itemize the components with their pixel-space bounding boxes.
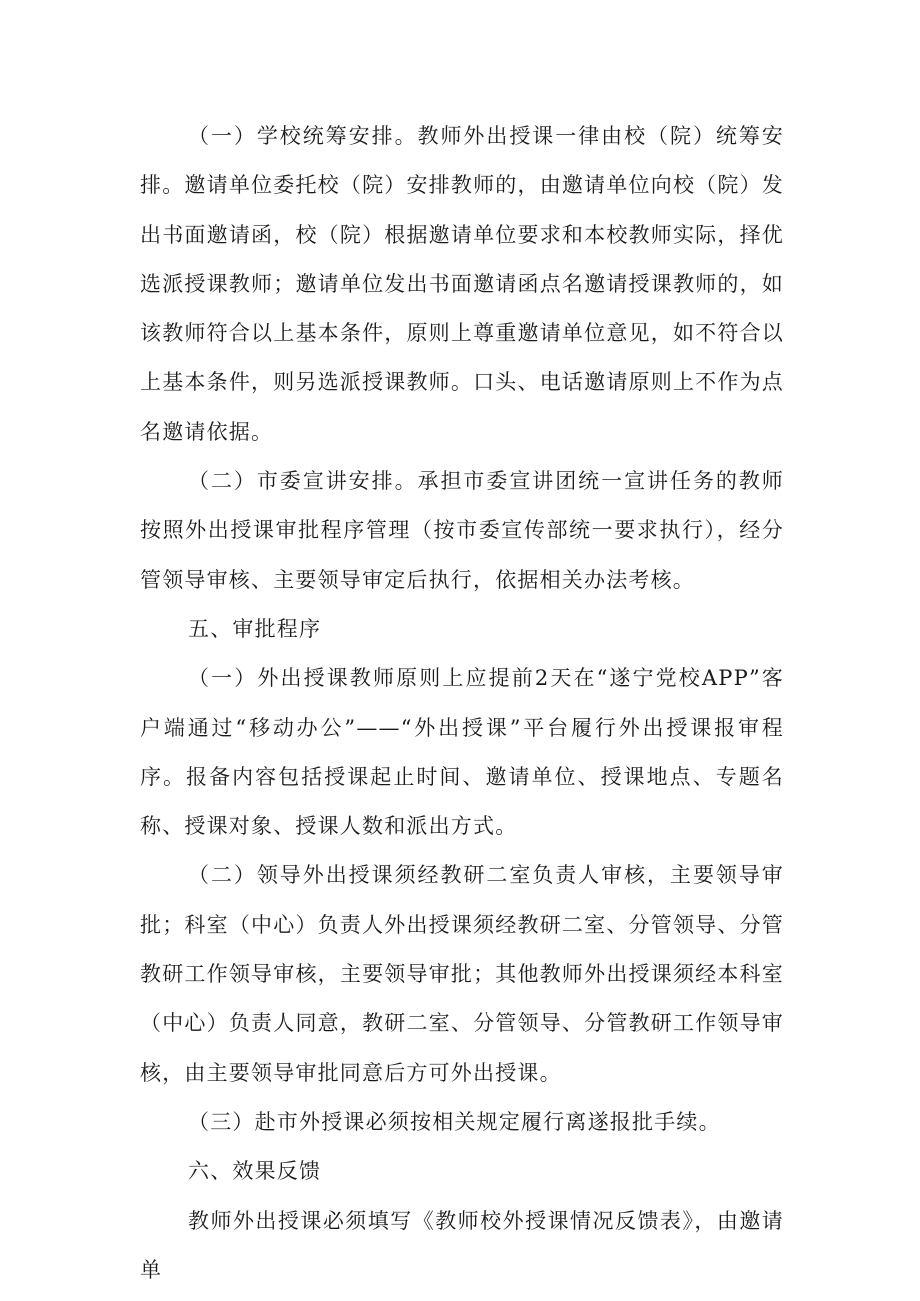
paragraph-feedback-form: 教师外出授课必须填写《教师校外授课情况反馈表》，由邀请单 <box>140 1208 784 1282</box>
paragraph-approval-leaders: （二）领导外出授课须经教研二室负责人审核，主要领导审批；科室（中心）负责人外出授课须经教研二室、分管领导、分管教研工作领导审核，主要领导审批；其他教师外出授课须经本科室（中心）负责人同意，教研二室、分管领导、分管教研工作领导审核，由主要领导审批同意后方可外出授课。 <box>140 863 784 1085</box>
paragraph-approval-outside-city: （三）赴市外授课必须按相关规定履行离遂报批手续。 <box>188 1109 721 1134</box>
paragraph-school-arrangement: （一）学校统筹安排。教师外出授课一律由校（院）统筹安排。邀请单位委托校（院）安排教师的，由邀请单位向校（院）发出书面邀请函，校（院）根据邀请单位要求和本校教师实际，择优选派授课教师；邀请单位发出书面邀请函点名邀请授课教师的，如该教师符合以上基本条件，原则上尊重邀请单位意见，如不符合以上基本条件，则另选派授课教师。口头、电话邀请原则上不作为点名邀请依据。 <box>140 124 784 444</box>
paragraph-approval-app: （一）外出授课教师原则上应提前2天在“遂宁党校APP”客户端通过“移动办公”——“外出授课”平台履行外出授课报审程序。报备内容包括授课起止时间、邀请单位、授课地点、专题名称、授课对象、授课人数和派出方式。 <box>140 666 784 839</box>
document-body <box>140 112 784 1295</box>
section-heading-approval: 五、审批程序 <box>188 616 322 641</box>
section-heading-feedback: 六、效果反馈 <box>188 1159 322 1184</box>
paragraph-municipal-lecture: （二）市委宣讲安排。承担市委宣讲团统一宣讲任务的教师按照外出授课审批程序管理（按市委宣传部统一要求执行），经分管领导审核、主要领导审定后执行，依据相关办法考核。 <box>140 469 784 592</box>
